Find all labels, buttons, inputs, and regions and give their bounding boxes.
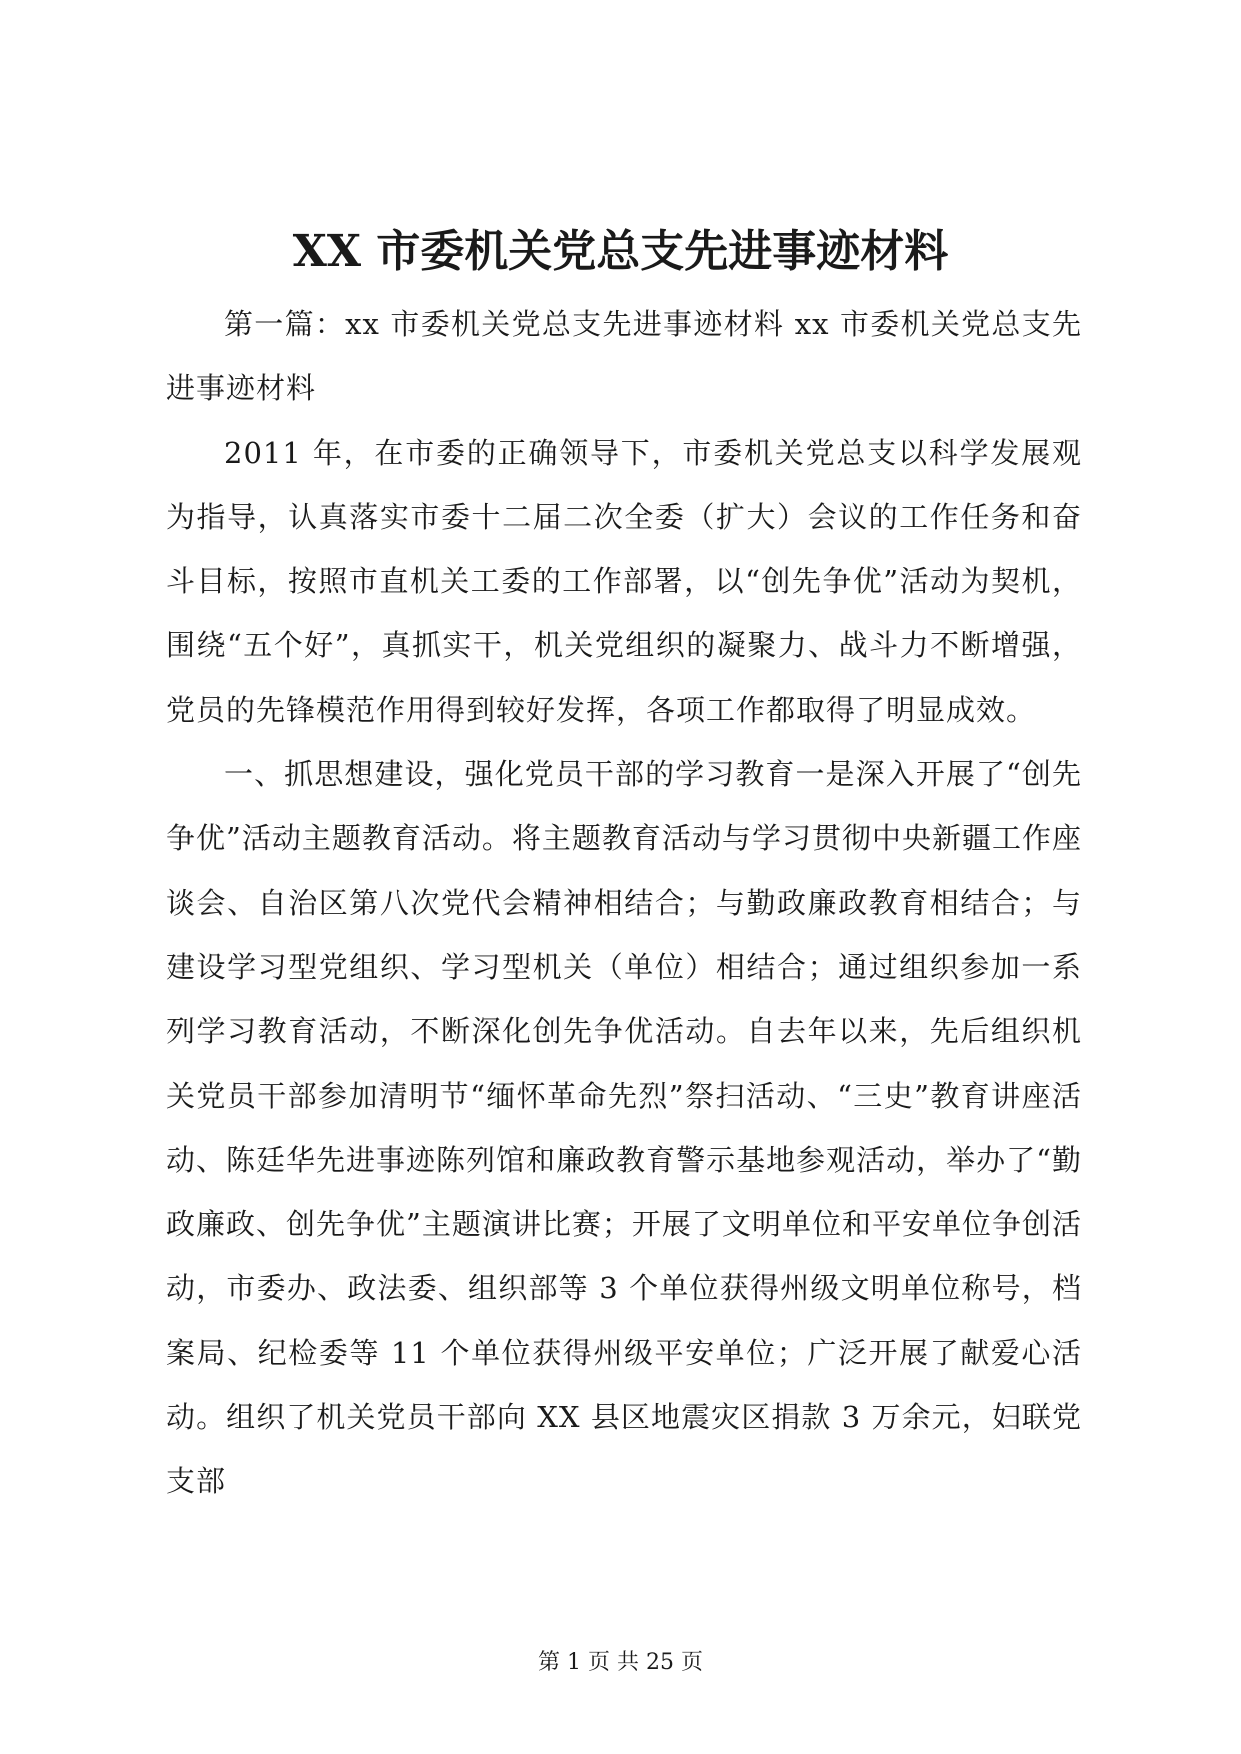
page-number: 第 1 页 共 25 页 [538,1650,703,1675]
document-title: XX 市委机关党总支先进事迹材料 [292,226,949,277]
paragraph-summary: 2011 年，在市委的正确领导下，市委机关党总支以科学发展观为指导，认真落实市委十二届二次全委（扩大）会议的工作任务和奋斗目标，按照市直机关工委的工作部署，以“创先争优”活动为契机，围绕“五个好”，真抓实干，机关党组织的凝聚力、战斗力不断增强，党员的先锋模范作用得到较好发挥，各项工作都取得了明显成效。 [166,435,1082,727]
page-footer [0,1648,1241,1678]
paragraph-section-one: 一、抓思想建设，强化党员干部的学习教育一是深入开展了“创先争优”活动主题教育活动。将主题教育活动与学习贯彻中央新疆工作座谈会、自治区第八次党代会精神相结合；与勤政廉政教育相结合；与建设学习型党组织、学习型机关（单位）相结合；通过组织参加一系列学习教育活动，不断深化创先争优活动。自去年以来，先后组织机关党员干部参加清明节“缅怀革命先烈”祭扫活动、“三史”教育讲座活动、陈廷华先进事迹陈列馆和廉政教育警示基地参观活动，举办了“勤政廉政、创先争优”主题演讲比赛；开展了文明单位和平安单位争创活动，市委办、政法委、组织部等 3 个单位获得州级文明单位称号，档案局、纪检委等 11 个单位获得州级平安单位；广泛开展了献爱心活动。组织了机关党员干部向 XX 县区地震灾区捐款 3 万余元，妇联党支部 [166,757,1082,1499]
paragraph-intro: 第一篇：xx 市委机关党总支先进事迹材料 xx 市委机关党总支先进事迹材料 [166,307,1082,406]
document-body [166,292,1082,1514]
